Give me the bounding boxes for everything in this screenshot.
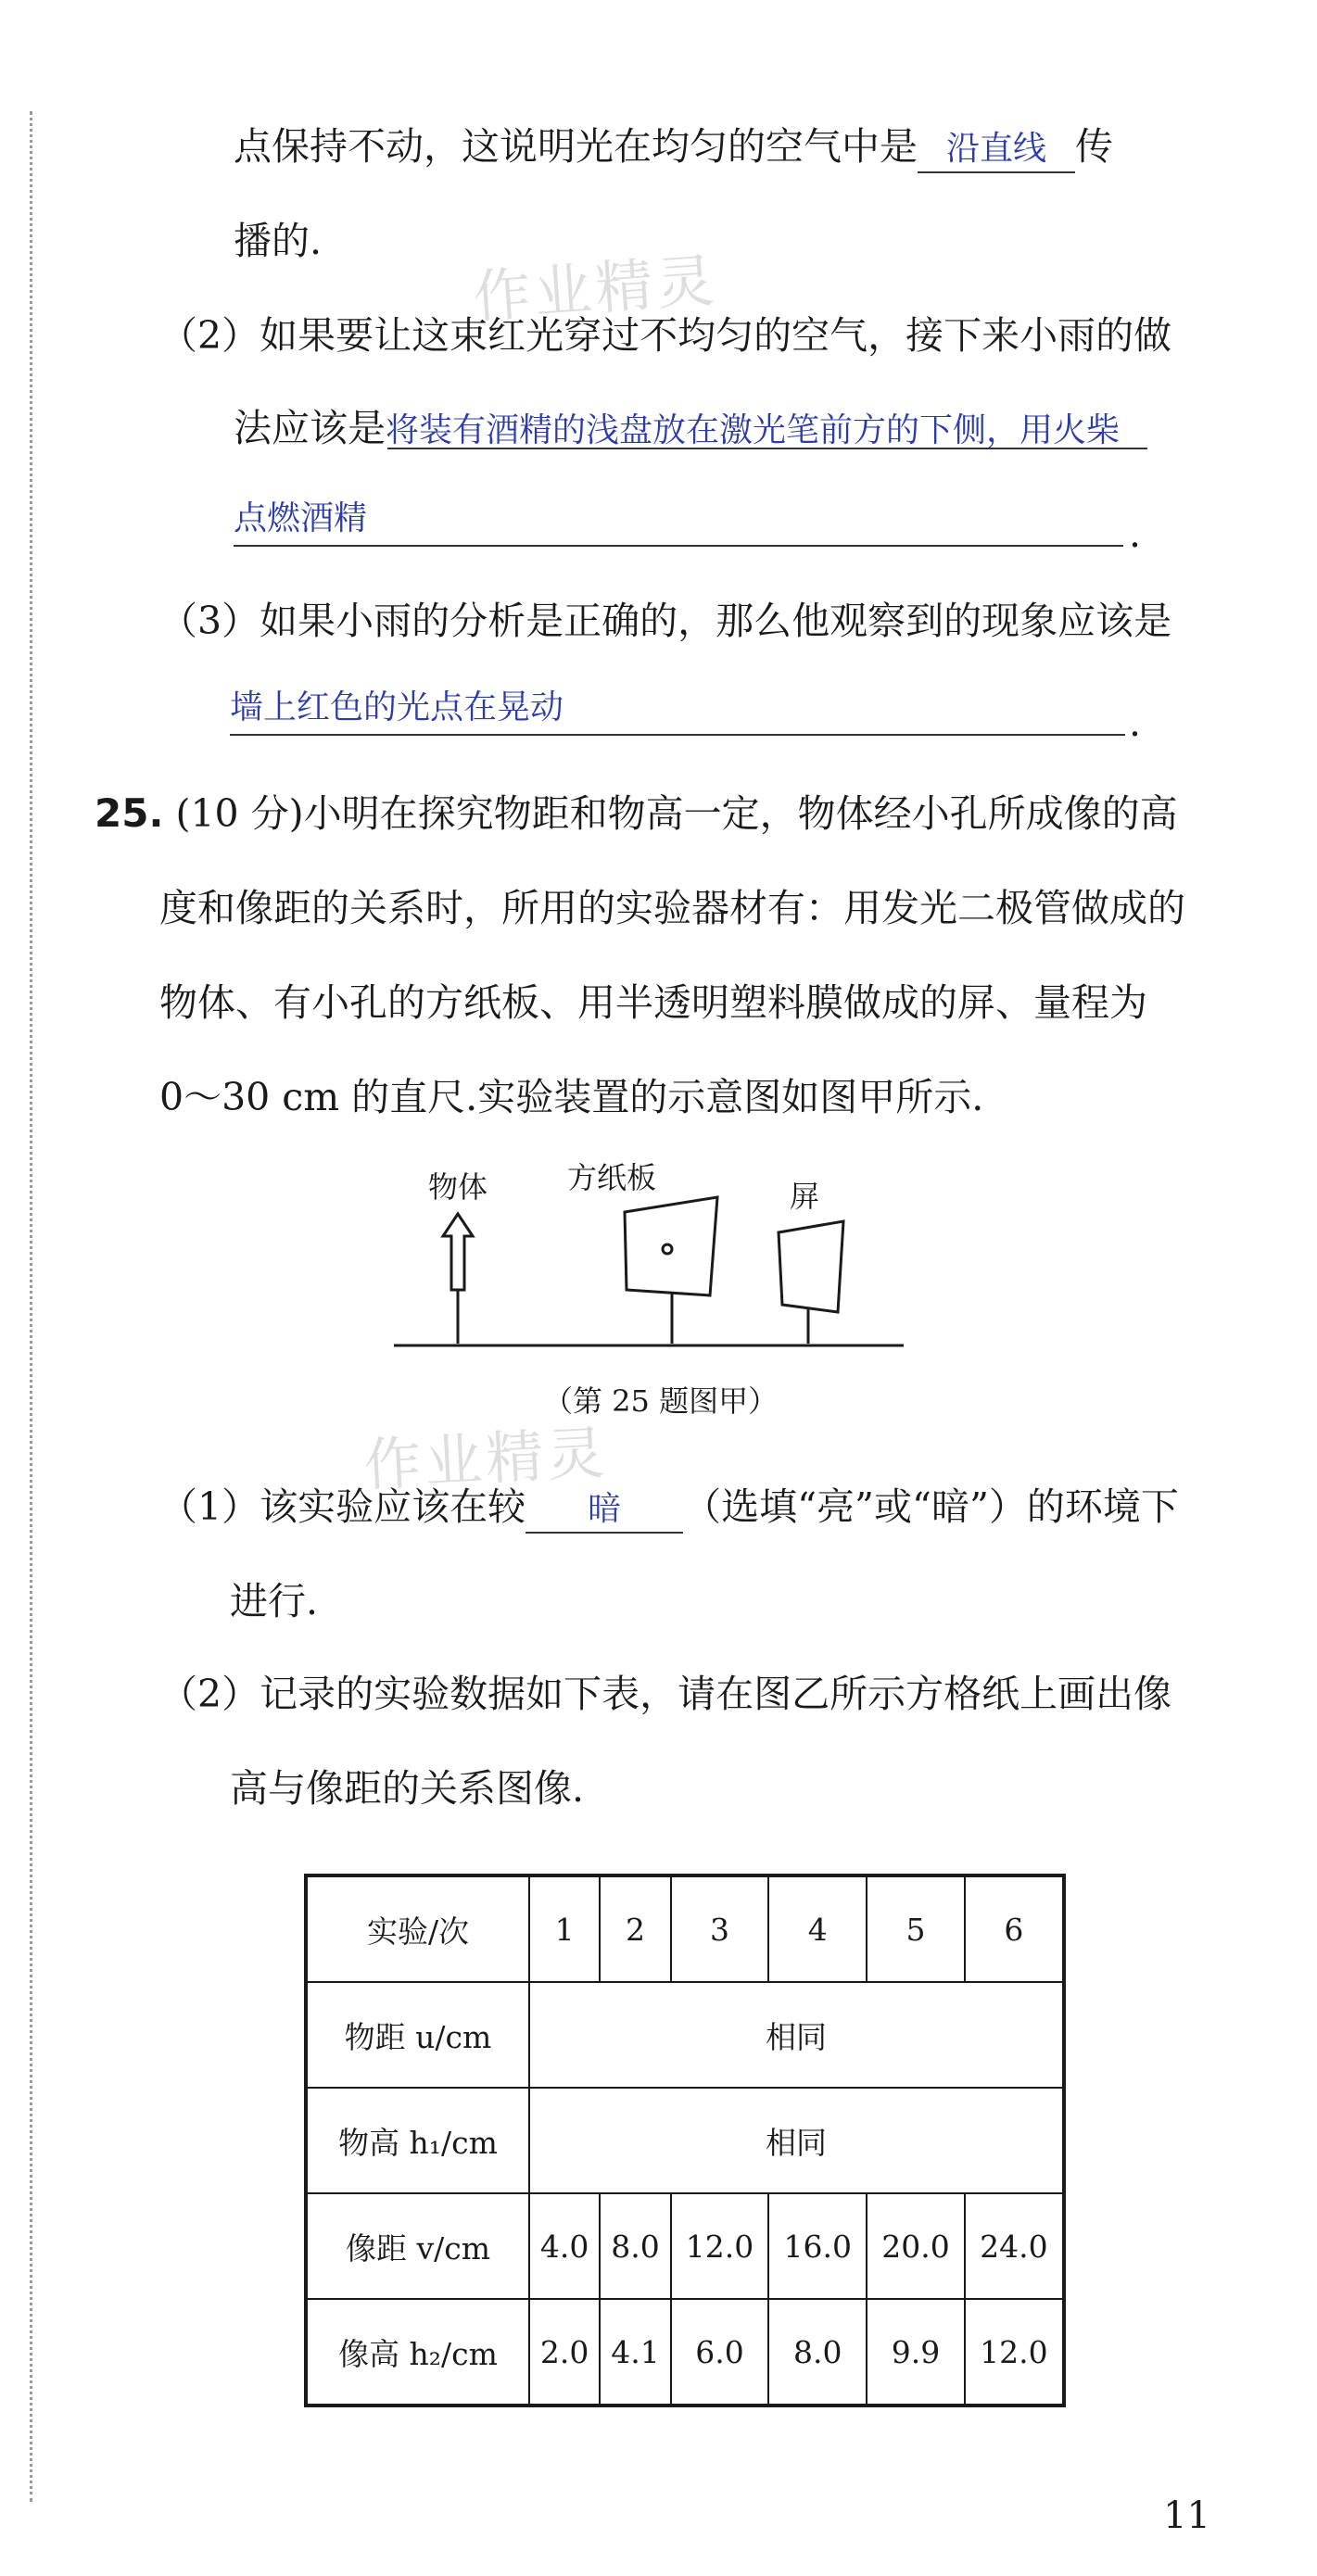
q25-line2: 度和像距的关系时，所用的实验器材有：用发光二极管做成的 [159, 886, 1185, 930]
handwritten-answer: 将装有酒精的浅盘放在激光笔前方的下侧，用火柴 [386, 411, 1121, 449]
q25-part2-line2: 高与像距的关系图像. [230, 1766, 585, 1811]
watermark: 作业精灵 [471, 246, 720, 332]
trial-number-cell: 4 [768, 1875, 867, 1982]
label-screen: 屏 [789, 1179, 820, 1214]
table-row [306, 2088, 1064, 2193]
period: . [1129, 511, 1142, 556]
answer-underline [230, 734, 1125, 736]
question-number: 25. [95, 790, 164, 836]
q25-part1-line1: （1）该实验应该在较 暗 （选填“亮”或“暗”）的环境下 [159, 1481, 1179, 1534]
q25-part2-line1: （2）记录的实验数据如下表，请在图乙所示方格纸上画出像 [159, 1672, 1172, 1716]
label-paper-board: 方纸板 [566, 1160, 657, 1195]
table-row [306, 1875, 1064, 1982]
table-cell: 2.0 [529, 2299, 600, 2406]
table-cell: 20.0 [867, 2193, 965, 2299]
table-cell-merged: 相同 [529, 1982, 1064, 2088]
handwritten-answer: 点燃酒精 [234, 499, 368, 537]
period: . [1129, 701, 1142, 745]
handwritten-answer: 暗 [588, 1490, 622, 1528]
trial-number-cell: 5 [867, 1875, 965, 1982]
q24-part3-line1: （3）如果小雨的分析是正确的，那么他观察到的现象应该是 [159, 599, 1172, 643]
q24-part2-line1: （2）如果要让这束红光穿过不均匀的空气，接下来小雨的做 [159, 313, 1172, 358]
table-header-cell: 实验/次 [306, 1875, 529, 1982]
q25-part1-line2: 进行. [230, 1579, 319, 1623]
q25-line4: 0～30 cm 的直尺.实验装置的示意图如图甲所示. [159, 1075, 984, 1119]
table-cell: 12.0 [965, 2299, 1064, 2406]
q24-part2-line2: 法应该是将装有酒精的浅盘放在激光笔前方的下侧，用火柴 [234, 406, 1121, 450]
table-cell: 16.0 [768, 2193, 867, 2299]
answer-underline [234, 545, 1123, 547]
table-cell-merged: 相同 [529, 2088, 1064, 2193]
handwritten-answer: 沿直线 [945, 130, 1046, 168]
screen-shape [779, 1221, 843, 1344]
table-row [306, 2193, 1064, 2299]
trial-number-cell: 1 [529, 1875, 600, 1982]
table-cell: 12.0 [671, 2193, 769, 2299]
answer-underline [387, 448, 1147, 449]
object-arrow-icon [443, 1214, 473, 1344]
table-cell: 6.0 [671, 2299, 769, 2406]
row-label-object-height: 物高 h₁/cm [306, 2088, 529, 2193]
q25-line1: 25. (10 分)小明在探究物距和物高一定，物体经小孔所成像的高 [95, 790, 1178, 836]
trial-number-cell: 3 [671, 1875, 769, 1982]
trial-number-cell: 6 [965, 1875, 1064, 1982]
row-label-object-distance: 物距 u/cm [306, 1982, 529, 2088]
table-cell: 8.0 [768, 2299, 867, 2406]
row-label-image-height: 像高 h₂/cm [306, 2299, 529, 2406]
figure-caption: （第 25 题图甲） [543, 1383, 779, 1419]
q24-line2: 播的. [234, 219, 323, 263]
table-cell: 4.1 [600, 2299, 670, 2406]
table-cell: 24.0 [965, 2193, 1064, 2299]
trial-number-cell: 2 [600, 1875, 670, 1982]
table-row [306, 1982, 1064, 2088]
answer-blank [918, 124, 1075, 173]
row-label-image-distance: 像距 v/cm [306, 2193, 529, 2299]
answer-blank [526, 1484, 683, 1534]
table-cell: 9.9 [867, 2299, 965, 2406]
table-cell: 8.0 [600, 2193, 670, 2299]
paper-board-shape [625, 1197, 717, 1344]
handwritten-answer: 墙上红色的光点在晃动 [230, 688, 564, 726]
page-number: 11 [1163, 2494, 1210, 2537]
experiment-data-table [304, 1874, 1066, 2407]
table-cell: 4.0 [529, 2193, 600, 2299]
watermark: 作业精灵 [361, 1419, 611, 1499]
table-row [306, 2299, 1064, 2406]
label-object: 物体 [427, 1169, 488, 1205]
q25-line3: 物体、有小孔的方纸板、用半透明塑料膜做成的屏、量程为 [159, 980, 1147, 1025]
binding-margin-dotted-line [30, 111, 32, 2502]
experiment-setup-diagram [389, 1158, 927, 1371]
q24-line1: 点保持不动，这说明光在均匀的空气中是 沿直线 传 [234, 120, 1113, 173]
